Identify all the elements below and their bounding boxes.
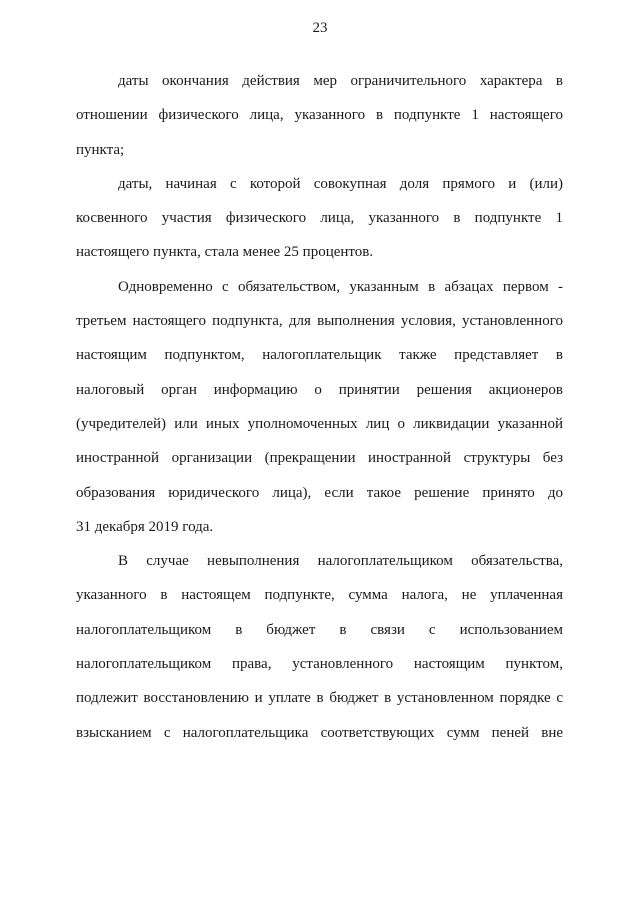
paragraph-2 (76, 167, 563, 270)
paragraph-line: иностранной организации (прекращении иностранной структуры без (76, 450, 563, 467)
paragraph-line: образования юридического лица), если такое решение принято до (76, 484, 563, 501)
paragraph-line: взысканием с налогоплательщика соответствующих сумм пеней вне (76, 724, 563, 741)
paragraph-line: косвенного участия физического лица, указанного в подпункте 1 (76, 210, 563, 227)
paragraph-3 (76, 270, 563, 544)
paragraph-line: налогоплательщиком в бюджет в связи с использованием (76, 621, 563, 638)
paragraph-line: налогоплательщиком права, установленного настоящим пунктом, (76, 656, 563, 673)
paragraph-line: отношении физического лица, указанного в подпункте 1 настоящего (76, 107, 563, 124)
paragraph-line: подлежит восстановлению и уплате в бюджет в установленном порядке с (76, 690, 563, 707)
paragraph-line: В случае невыполнения налогоплательщиком обязательства, (118, 553, 563, 570)
paragraph-line: пункта; (76, 141, 125, 158)
page-number: 23 (312, 20, 328, 36)
paragraph-line: даты, начиная с которой совокупная доля прямого и (или) (118, 175, 563, 192)
document-body (76, 64, 563, 750)
paragraph-line: 31 декабря 2019 года. (76, 518, 214, 535)
paragraph-1 (76, 64, 563, 167)
paragraph-4 (76, 544, 563, 750)
paragraph-line: настоящим подпунктом, налогоплательщик также представляет в (76, 347, 563, 364)
paragraph-line: налоговый орган информацию о принятии решения акционеров (76, 381, 563, 398)
paragraph-line: настоящего пункта, стала менее 25 процентов. (76, 244, 374, 261)
paragraph-line: даты окончания действия мер ограничительного характера в (118, 73, 563, 89)
paragraph-line: Одновременно с обязательством, указанным в абзацах первом - (118, 278, 563, 295)
paragraph-line: (учредителей) или иных уполномоченных лиц о ликвидации указанной (76, 415, 563, 432)
paragraph-line: третьем настоящего подпункта, для выполнения условия, установленного (76, 313, 563, 330)
paragraph-line: указанного в настоящем подпункте, сумма налога, не уплаченная (76, 587, 563, 604)
